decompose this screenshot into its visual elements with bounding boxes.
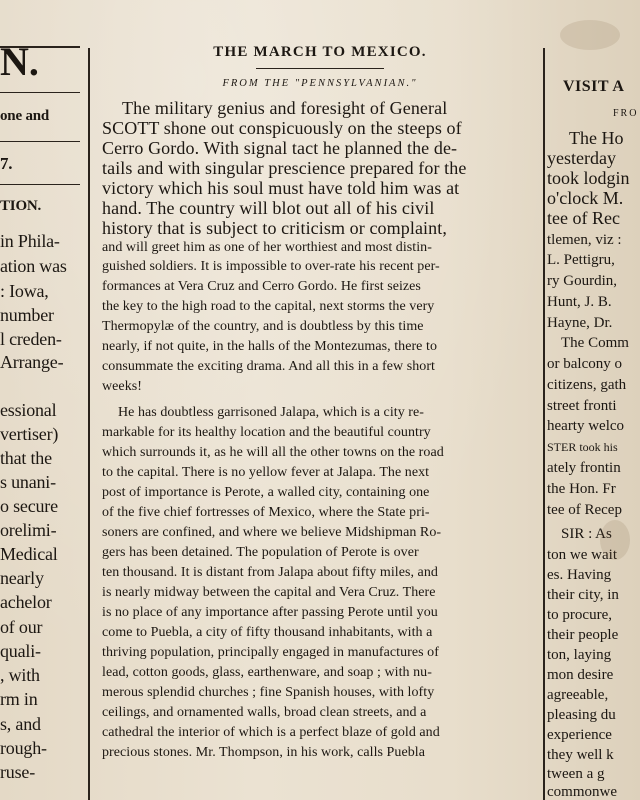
article-line: hand. The country will blot out all of his civil <box>102 198 435 218</box>
left-line: : Iowa, <box>0 281 49 301</box>
article-line: consummate the exciting drama. And all this in a few short <box>102 359 435 374</box>
left-line: 7. <box>0 154 13 173</box>
article-line: ten thousand. It is distant from Jalapa about fifty miles, and <box>102 565 438 580</box>
left-line: , with <box>0 665 40 685</box>
article-line: and will greet him as one of her worthiest and most distin- <box>102 240 432 255</box>
left-line: ruse- <box>0 762 35 782</box>
left-line: Medical <box>0 544 58 564</box>
right-line: The Ho <box>569 128 624 148</box>
article-line: which surrounds it, as he will all the other towns on the road <box>102 445 444 460</box>
right-line: tee of Recep <box>547 502 622 518</box>
left-line: Arrange- <box>0 352 64 372</box>
right-line: yesterday <box>547 148 616 168</box>
article-line: gers has been detained. The population of Perote is over <box>102 545 419 560</box>
left-rule-date <box>0 141 80 142</box>
left-line: that the <box>0 448 52 468</box>
right-column <box>547 0 640 800</box>
left-line: of our <box>0 617 43 637</box>
article-line: He has doubtless garrisoned Jalapa, which is a city re- <box>118 405 424 420</box>
right-line: hearty welco <box>547 418 625 434</box>
right-line: the Hon. Fr <box>547 481 616 497</box>
left-line: s, and <box>0 714 41 734</box>
title-underline <box>256 68 384 69</box>
right-line: they well k <box>547 747 614 763</box>
right-line: commonwe <box>547 784 617 800</box>
right-line: ry Gourdin, <box>547 273 617 289</box>
article-line: victory which his soul must have told him was at <box>102 178 460 198</box>
article-line: ceilings, and ornamented walls, broad clean streets, and a <box>102 705 427 720</box>
left-line: quali- <box>0 641 41 661</box>
article-line: come to Puebla, a city of fifty thousand inhabitants, with a <box>102 625 433 640</box>
left-line: essional <box>0 400 57 420</box>
column-rule-left <box>88 48 90 800</box>
article-line: to the capital. There is no yellow fever at Jalapa. The next <box>102 465 430 480</box>
article-title: THE MARCH TO MEXICO. <box>213 44 427 60</box>
article-line: Thermopylæ of the country, and is doubtless by this time <box>102 319 424 334</box>
right-line: SIR : As <box>561 526 612 542</box>
article-line: thriving population, principally engaged in manufactures of <box>102 645 439 660</box>
right-line: Hayne, Dr. <box>547 315 613 331</box>
right-line: The Comm <box>561 335 629 351</box>
article-line: soners are confined, and where we believe Midshipman Ro- <box>102 525 442 540</box>
right-line: to procure, <box>547 607 612 623</box>
article-line: nearly, if not quite, in the halls of the Montezumas, there to <box>102 339 437 354</box>
left-line: TION. <box>0 198 42 214</box>
left-column <box>0 0 80 800</box>
left-line: nearly <box>0 568 44 588</box>
left-line: vertiser) <box>0 424 59 444</box>
right-line: mon desire <box>547 667 614 683</box>
right-line: pleasing du <box>547 707 616 723</box>
right-line: ately frontin <box>547 460 621 476</box>
right-line: ton we wait <box>547 547 617 563</box>
paper-stain <box>600 520 630 560</box>
left-line: l creden- <box>0 329 62 349</box>
right-line: STER took his <box>547 440 618 454</box>
left-line: achelor <box>0 592 52 612</box>
article-line: merous splendid churches ; fine Spanish houses, with lofty <box>102 685 435 700</box>
right-line: their city, in <box>547 587 619 603</box>
right-line: tlemen, viz : <box>547 232 622 248</box>
article-line: lead, cotton goods, glass, earthenware, and soap ; with nu- <box>102 665 432 680</box>
right-line: es. Having <box>547 567 612 583</box>
article-line: The military genius and foresight of General <box>122 98 448 118</box>
left-line: orelimi- <box>0 520 57 540</box>
right-line: ton, laying <box>547 647 612 663</box>
left-line: rough- <box>0 738 47 758</box>
article-line: of the five chief fortresses of Mexico, where the State pri- <box>102 505 430 520</box>
article-line: formances at Vera Cruz and Cerro Gordo. He first seizes <box>102 279 421 294</box>
right-subheading: FRO <box>613 108 639 119</box>
article-line: is no place of any importance after passing Perote until you <box>102 605 438 620</box>
article-line: the key to the high road to the capital, next storms the very <box>102 299 435 314</box>
paper-stain <box>560 20 620 50</box>
left-line: o secure <box>0 496 58 516</box>
right-line: or balcony o <box>547 356 622 372</box>
left-line: s unani- <box>0 472 56 492</box>
left-masthead-fragment: N. <box>0 39 39 84</box>
left-line: ation was <box>0 256 67 276</box>
right-line: tween a g <box>547 766 605 782</box>
right-line: L. Pettigru, <box>547 252 615 268</box>
right-line: their people <box>547 627 619 643</box>
article-line: is nearly midway between the capital and Vera Cruz. There <box>102 585 436 600</box>
article-line: guished soldiers. It is impossible to over-rate his recent per- <box>102 259 440 274</box>
left-rule-under-masthead <box>0 92 80 93</box>
left-line: in Phila- <box>0 231 60 251</box>
right-line: agreeable, <box>547 687 609 703</box>
article-column <box>96 0 544 800</box>
article-line: history that is subject to criticism or complaint, <box>102 218 447 238</box>
right-line: took lodgin <box>547 168 630 188</box>
article-line: weeks! <box>102 379 142 394</box>
left-rule-section <box>0 184 80 185</box>
article-line: tails and with singular prescience prepared for the <box>102 158 467 178</box>
left-line: number <box>0 305 54 325</box>
right-line: o'clock M. <box>547 188 624 208</box>
left-line: one and <box>0 108 50 124</box>
article-line: post of importance is Perote, a walled city, containing one <box>102 485 430 500</box>
article-line: SCOTT shone out conspicuously on the steeps of <box>102 118 462 138</box>
right-line: Hunt, J. B. <box>547 294 612 310</box>
article-line: cathedral the interior of which is a perfect blaze of gold and <box>102 725 440 740</box>
right-line: tee of Rec <box>547 208 620 228</box>
article-line: markable for its healthy location and the beautiful country <box>102 425 431 440</box>
left-line: rm in <box>0 689 38 709</box>
right-heading: VISIT A <box>563 78 625 95</box>
right-line: citizens, gath <box>547 377 627 393</box>
right-line: street fronti <box>547 398 617 414</box>
article-byline: FROM THE "PENNSYLVANIAN." <box>222 78 418 89</box>
article-line: precious stones. Mr. Thompson, in his work, calls Puebla <box>102 745 425 760</box>
article-line: Cerro Gordo. With signal tact he planned the de- <box>102 138 458 158</box>
right-line: experience <box>547 727 612 743</box>
